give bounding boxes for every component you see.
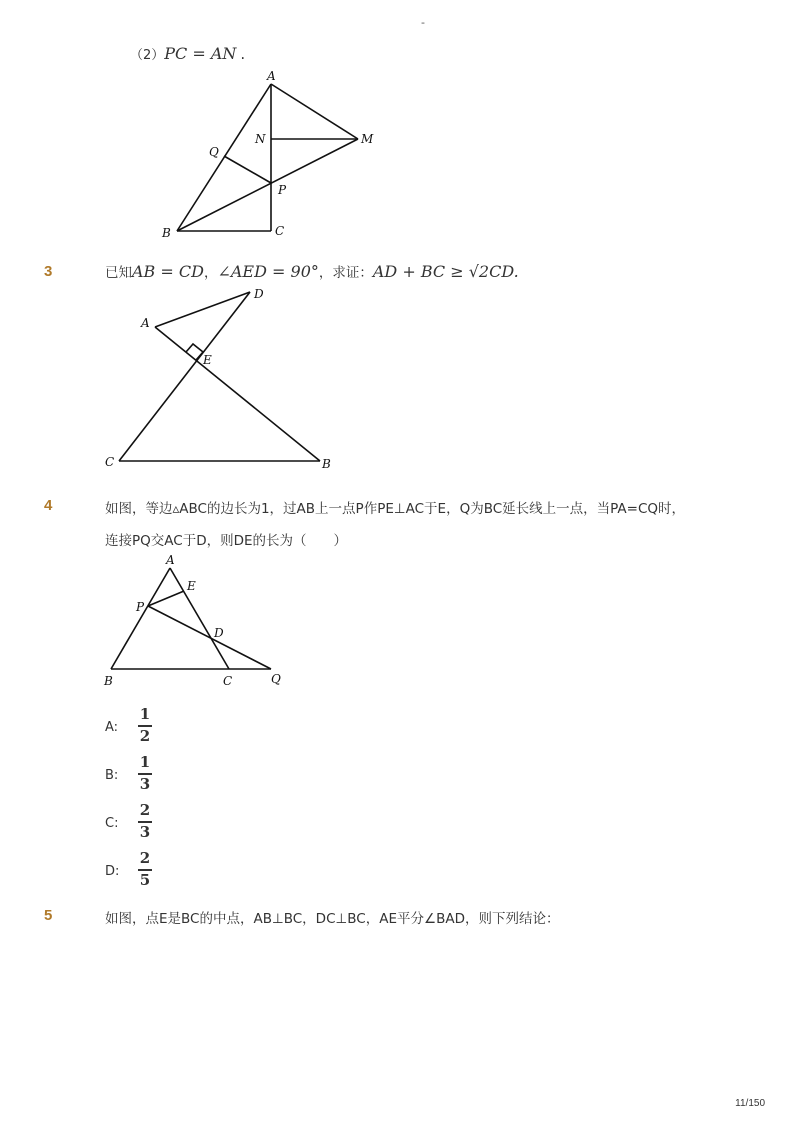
figure-2-label-b: B	[322, 457, 331, 471]
question-5-number: 5	[44, 907, 53, 924]
option-c-numerator: 2	[139, 801, 151, 819]
option-b-denominator: 3	[139, 774, 151, 793]
option-b-numerator: 1	[139, 753, 151, 771]
item-2-suffix: .	[240, 45, 246, 63]
question-3-text-mid: ，求证：	[318, 265, 373, 281]
option-a-letter: A:	[105, 720, 119, 735]
figure-1-label-m: M	[361, 132, 374, 146]
question-4-number: 4	[44, 497, 53, 514]
option-a-fraction	[138, 706, 152, 745]
question-5-text: 如图，点E是BC的中点，AB⊥BC，DC⊥BC，AE平分∠BAD，则下列结论：	[105, 911, 560, 927]
figure-1-label-c: C	[275, 224, 285, 238]
figure-3-label-e: E	[187, 579, 196, 593]
figure-2-intersecting-triangles	[100, 283, 340, 473]
question-3-math-2: ∠AED = 90°	[217, 262, 319, 281]
figure-3-label-d: D	[214, 626, 224, 640]
question-4-line-2: 连接PQ交AC于D，则DE的长为（ ）	[105, 533, 348, 549]
item-2-math: PC = AN	[164, 44, 237, 63]
option-d-fraction	[138, 850, 152, 889]
option-b-fraction	[138, 754, 152, 793]
option-c-letter: C:	[105, 816, 119, 831]
figure-2-label-a: A	[141, 316, 150, 330]
item-2-prefix: （2）	[130, 48, 165, 63]
question-3-math-1: AB = CD	[132, 262, 204, 281]
question-3-number: 3	[44, 263, 53, 280]
question-3-sep: ，	[203, 265, 218, 281]
figure-1-label-a: A	[267, 69, 276, 83]
header-dash: -	[421, 16, 425, 29]
question-3-text	[105, 261, 519, 281]
figure-3-label-q: Q	[271, 672, 281, 686]
figure-2-label-e: E	[203, 353, 212, 367]
option-a-denominator: 2	[139, 726, 151, 745]
page-number: 11/150	[735, 1098, 765, 1109]
figure-3-label-a: A	[166, 553, 175, 567]
option-a-numerator: 1	[139, 705, 151, 723]
figure-1-label-b: B	[162, 226, 171, 240]
option-d-denominator: 5	[139, 870, 151, 889]
figure-3-label-c: C	[223, 674, 233, 688]
figure-2-label-c: C	[105, 455, 115, 469]
option-d-numerator: 2	[139, 849, 151, 867]
figure-3-equilateral-triangle	[95, 548, 295, 693]
item-2-statement	[130, 44, 245, 63]
figure-3-label-b: B	[104, 674, 113, 688]
figure-1-label-n: N	[255, 132, 266, 146]
figure-1-label-p: P	[278, 183, 287, 197]
question-3-text-prefix: 已知	[105, 265, 132, 281]
figure-2-label-d: D	[254, 287, 264, 301]
figure-1-triangle-amn	[150, 66, 390, 246]
figure-3-label-p: P	[136, 600, 145, 614]
figure-1-label-q: Q	[209, 145, 219, 159]
question-3-math-3: AD + BC ≥ √2CD.	[372, 262, 519, 281]
option-d-letter: D:	[105, 864, 120, 879]
option-b-letter: B:	[105, 768, 119, 783]
option-c-fraction	[138, 802, 152, 841]
question-4-line-1: 如图，等边▵ABC的边长为1，过AB上一点P作PE⊥AC于E，Q为BC延长线上一点，当PA=CQ时，	[105, 501, 686, 517]
option-c-denominator: 3	[139, 822, 151, 841]
